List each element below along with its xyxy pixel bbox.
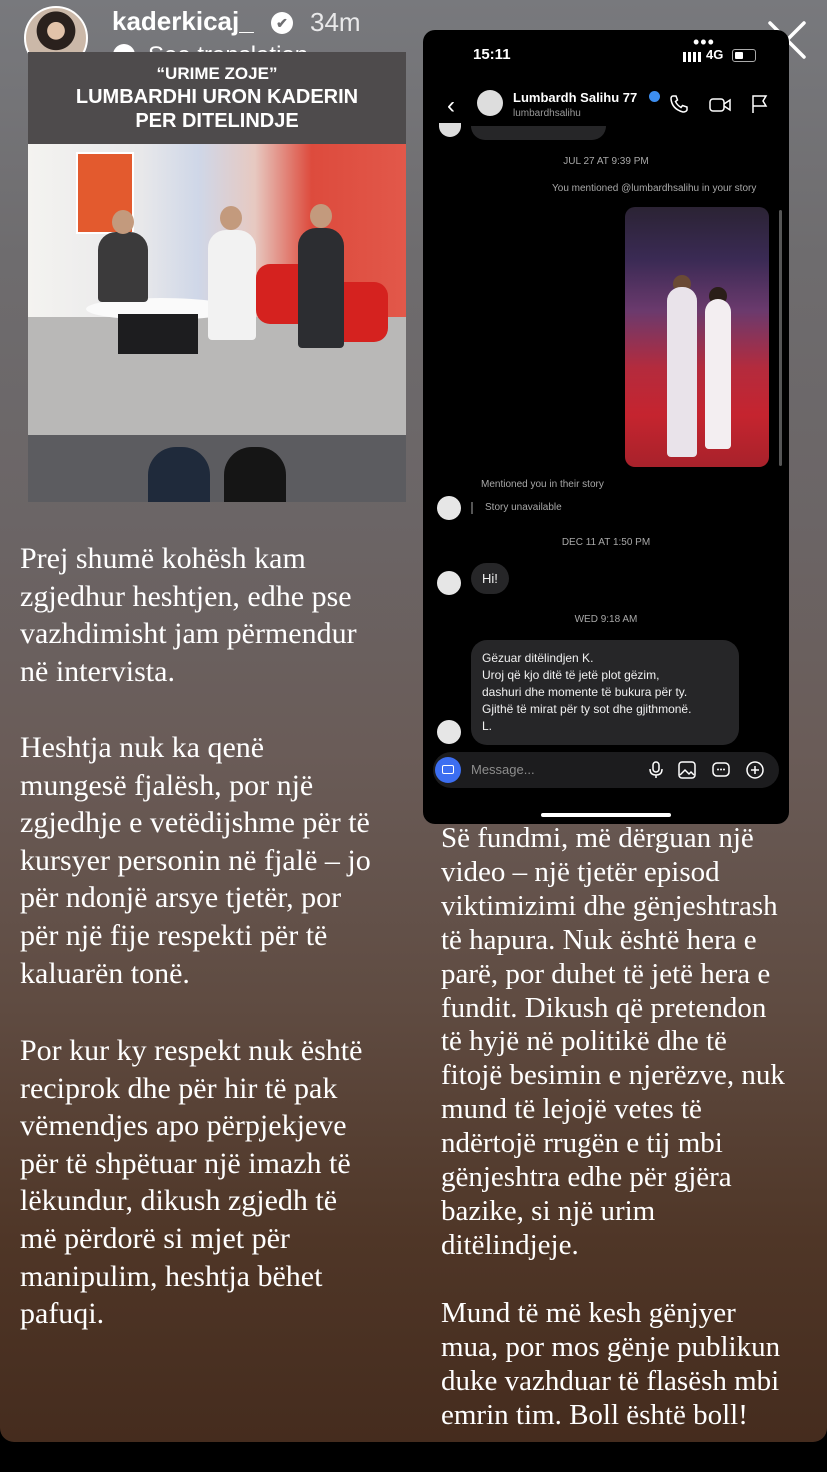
text-line: mua, por mos gënje publikun bbox=[441, 1330, 781, 1363]
status-dots: ••• bbox=[693, 32, 715, 52]
text-line: emrin tim. Boll është boll! bbox=[441, 1398, 748, 1431]
battery-icon bbox=[732, 49, 756, 62]
timestamp: DEC 11 AT 1:50 PM bbox=[561, 537, 651, 548]
text-line: zgjedhur heshtjen, edhe pse bbox=[20, 579, 352, 613]
news-headline-line1: LUMBARDHI URON KADERIN bbox=[75, 86, 359, 108]
previous-message-bubble bbox=[471, 126, 606, 140]
contact-avatar bbox=[477, 90, 503, 116]
photo-person bbox=[705, 299, 731, 449]
reply-bar bbox=[471, 502, 473, 514]
text-line: kursyer personin në fjalë – jo bbox=[20, 843, 371, 877]
text-line: Mund të më kesh gënjyer bbox=[441, 1297, 736, 1329]
text-line: mund të lejojë vetes të bbox=[441, 1093, 702, 1126]
contact-avatar-small bbox=[439, 123, 461, 137]
guest-head bbox=[220, 206, 242, 230]
story-text-paragraph bbox=[441, 1297, 811, 1433]
status-time: 15:11 bbox=[473, 46, 511, 63]
post-time: 34m bbox=[310, 7, 361, 37]
text-line: pafuqi. bbox=[20, 1297, 105, 1331]
signal-icon bbox=[683, 52, 701, 62]
contact-verified-icon bbox=[649, 91, 660, 102]
text-line: manipulim, heshtja bëhet bbox=[20, 1259, 323, 1293]
portrait-right bbox=[224, 447, 286, 502]
news-image bbox=[28, 52, 406, 502]
verified-badge-icon: ✔ bbox=[271, 12, 293, 34]
text-line: video – një tjetër episod bbox=[441, 855, 720, 888]
username[interactable]: kaderkicaj_ bbox=[112, 6, 254, 36]
gallery-icon bbox=[678, 761, 696, 779]
guest-head bbox=[310, 204, 332, 228]
text-line: gënjeshtra edhe për gjëra bbox=[441, 1161, 732, 1194]
text-line: viktimizimi dhe gënjeshtrash bbox=[441, 889, 778, 922]
text-line: mungesë fjalësh, por një bbox=[20, 768, 314, 802]
text-line: lëkundur, dikush zgjedh të bbox=[20, 1184, 338, 1218]
contact-avatar-small bbox=[437, 496, 461, 520]
contact-avatar-small bbox=[437, 720, 461, 744]
dm-screenshot bbox=[423, 30, 789, 824]
message-line: L. bbox=[482, 719, 493, 733]
add-icon bbox=[746, 761, 764, 779]
mentioned-you-label: Mentioned you in their story bbox=[481, 479, 604, 490]
phone-call-icon bbox=[669, 94, 689, 114]
shared-story-image bbox=[625, 207, 769, 467]
text-line: më përdorë si mjet për bbox=[20, 1221, 290, 1255]
text-line: të hapura. Nuk është hera e bbox=[441, 923, 757, 956]
text-line: për një fije respekti për të bbox=[20, 918, 328, 952]
studio-guest bbox=[208, 230, 256, 340]
story-text-paragraph bbox=[20, 1032, 420, 1333]
video-call-icon bbox=[709, 96, 731, 114]
text-line: vazhdimisht jam përmendur bbox=[20, 617, 357, 651]
text-line: Heshtja nuk ka qenë bbox=[20, 731, 265, 764]
studio-guest bbox=[298, 228, 344, 348]
message-bubble bbox=[471, 640, 739, 745]
portrait-left bbox=[148, 447, 210, 502]
text-line: për ndonjë arsye tjetër, por bbox=[20, 881, 342, 915]
story-text-paragraph bbox=[20, 729, 420, 992]
network-label: 4G bbox=[706, 47, 724, 62]
studio-guest bbox=[98, 232, 148, 302]
text-line: parë, por duhet të jetë hera e bbox=[441, 957, 771, 990]
text-line: Së fundmi, më dërguan një bbox=[441, 822, 754, 854]
text-line: për të shpëtuar një imazh të bbox=[20, 1146, 351, 1180]
mention-note: You mentioned @lumbardhsalihu in your story bbox=[552, 183, 757, 194]
sticker-icon bbox=[712, 761, 730, 779]
story-unavailable-label: Story unavailable bbox=[485, 502, 562, 513]
news-headline-line2: PER DITELINDJE bbox=[135, 110, 299, 132]
microphone-icon bbox=[647, 761, 665, 779]
text-line: bazike, si një urim bbox=[441, 1194, 656, 1227]
text-line: Prej shumë kohësh kam bbox=[20, 542, 306, 575]
text-line: duke vazhduar të flasësh mbi bbox=[441, 1364, 780, 1397]
message-line: dashuri dhe momente të bukura për ty. bbox=[482, 685, 688, 699]
timestamp: JUL 27 AT 9:39 PM bbox=[563, 156, 649, 167]
studio-table-base bbox=[118, 314, 198, 354]
text-line: të hyjë në politikë dhe të bbox=[441, 1025, 727, 1058]
story-text-paragraph bbox=[20, 540, 420, 690]
text-line: vëmendjes apo përpjekjeve bbox=[20, 1109, 347, 1143]
scrollbar bbox=[779, 210, 782, 466]
message-bubble: Hi! bbox=[471, 563, 509, 594]
contact-handle: lumbardhsalihu bbox=[513, 108, 581, 119]
camera-icon bbox=[435, 757, 461, 783]
text-line: ditëlindjeje. bbox=[441, 1228, 579, 1261]
story-text-paragraph bbox=[441, 822, 811, 1263]
message-placeholder: Message... bbox=[471, 762, 535, 777]
text-line: reciprok dhe për hir të pak bbox=[20, 1071, 338, 1105]
news-quote: “URIME ZOJE” bbox=[156, 64, 278, 83]
message-line: Gjithë të mirat për ty sot dhe gjithmonë. bbox=[482, 702, 692, 716]
guest-head bbox=[112, 210, 134, 234]
text-line: Por kur ky respekt nuk është bbox=[20, 1034, 363, 1067]
message-line: Gëzuar ditëlindjen K. bbox=[482, 651, 594, 665]
text-line: zgjedhje e vetëdijshme për të bbox=[20, 806, 370, 840]
flag-icon bbox=[751, 94, 769, 114]
text-line: në intervista. bbox=[20, 654, 175, 688]
text-line: fundit. Dikush që pretendon bbox=[441, 991, 767, 1024]
back-icon: ‹ bbox=[447, 92, 455, 119]
text-line: kaluarën tonë. bbox=[20, 956, 190, 990]
contact-name: Lumbardh Salihu 77 bbox=[513, 90, 638, 105]
text-line: ndërtojë rrugën e tij mbi bbox=[441, 1127, 723, 1160]
message-line: Uroj që kjo ditë të jetë plot gëzim, bbox=[482, 668, 660, 682]
text-line: fitojë besimin e njerëzve, nuk bbox=[441, 1059, 785, 1092]
home-indicator bbox=[541, 813, 671, 817]
news-bottom-strip bbox=[28, 435, 406, 502]
contact-avatar-small bbox=[437, 571, 461, 595]
photo-person bbox=[667, 287, 697, 457]
timestamp: WED 9:18 AM bbox=[574, 614, 638, 625]
